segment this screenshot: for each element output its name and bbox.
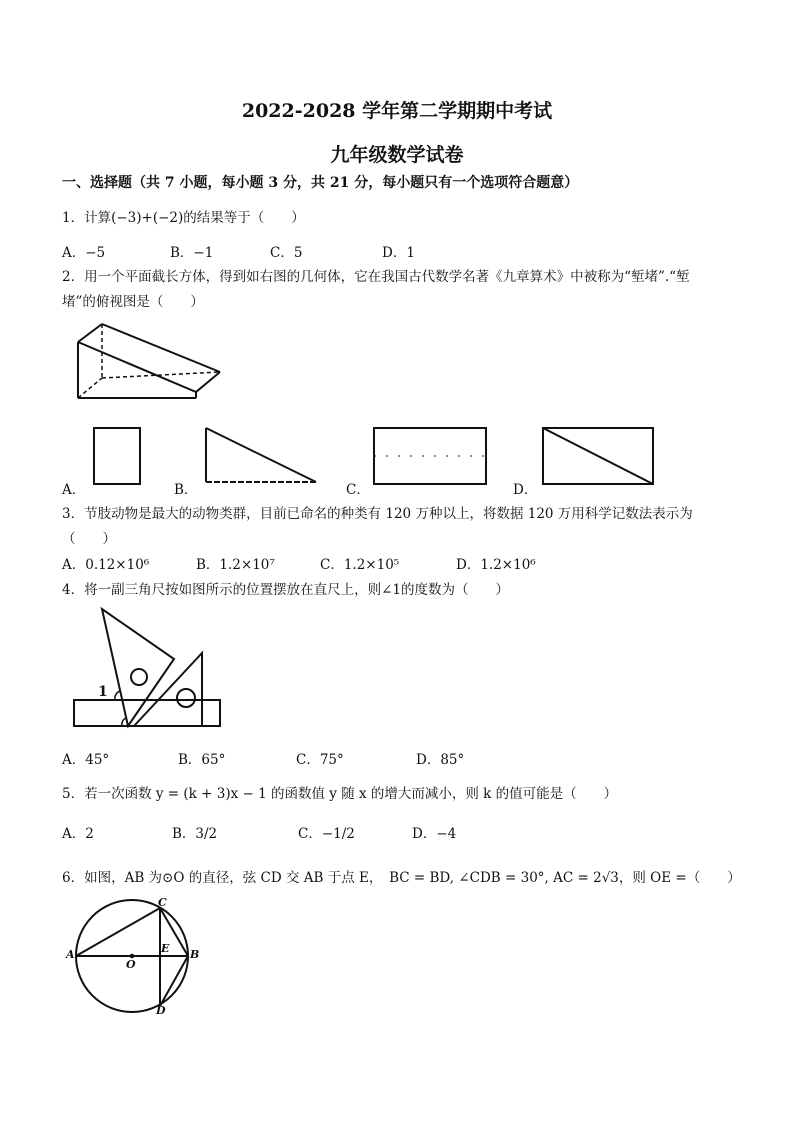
question-4-stem: 4．将一副三角尺按如图所示的位置摆放在直尺上，则∠1的度数为（ ） — [62, 582, 509, 598]
page-subtitle: 九年级数学试卷 — [330, 144, 464, 166]
q4-triangle-rulers-figure — [70, 605, 230, 735]
q1-option-c: C．5 — [270, 245, 303, 261]
q4-option-b: B．65° — [178, 752, 226, 768]
q3-option-a: A．0.12×10⁶ — [62, 557, 150, 573]
q5-option-c: C．−1/2 — [298, 826, 355, 842]
q6-label-d: D — [156, 1004, 166, 1017]
page-title: 2022-2028 学年第二学期期中考试 — [241, 100, 553, 122]
q5-option-d: D．−4 — [412, 826, 457, 842]
section-heading: 一、选择题（共 7 小题，每小题 3 分，共 21 分，每小题只有一个选项符合题意） — [62, 175, 579, 191]
question-3-stem-line2: （ ） — [62, 531, 116, 547]
q2-option-b-figure — [200, 422, 325, 492]
q2-option-a-figure — [90, 424, 150, 494]
q1-option-a: A．−5 — [62, 245, 106, 261]
q6-label-a: A — [66, 948, 75, 961]
question-3-stem-line1: 3．节肢动物是最大的动物类群，目前已命名的种类有 120 万种以上，将数据 120 万用科学记数法表示为 — [62, 506, 693, 522]
question-2-stem-line1: 2．用一个平面截长方体，得到如右图的几何体，它在我国古代数学名著《九章算术》中被称为“堑堵”.“堑 — [62, 269, 690, 285]
question-6-stem: 6．如图，AB 为⊙O 的直径，弦 CD 交 AB 于点 E， BC = BD, ∠CDB = 30°, AC = 2√3，则 OE =（ ） — [62, 870, 741, 886]
question-5-stem: 5．若一次函数 y = (k + 3)x − 1 的函数值 y 随 x 的增大而减小，则 k 的值可能是（ ） — [62, 786, 618, 802]
q2-option-a-label: A． — [62, 482, 86, 498]
q6-label-b: B — [190, 948, 200, 961]
q6-label-e: E — [161, 942, 170, 955]
q1-option-d: D．1 — [382, 245, 415, 261]
q4-option-d: D．85° — [416, 752, 465, 768]
question-2-stem-line2: 堵”的俯视图是（ ） — [62, 294, 204, 310]
q3-option-c: C．1.2×10⁵ — [320, 557, 400, 573]
q2-option-d-figure — [538, 424, 663, 494]
q3-option-d: D．1.2×10⁶ — [456, 557, 536, 573]
q6-label-c: C — [158, 896, 167, 909]
q4-option-a: A．45° — [62, 752, 110, 768]
q2-option-c-figure — [368, 424, 493, 494]
q5-option-b: B．3/2 — [172, 826, 218, 842]
q5-option-a: A．2 — [62, 826, 94, 842]
q4-option-c: C．75° — [296, 752, 344, 768]
q2-option-c-label: C． — [346, 482, 370, 498]
q6-label-o: O — [126, 958, 136, 971]
q1-option-b: B．−1 — [170, 245, 214, 261]
q4-angle-1-label: 1 — [98, 684, 108, 700]
question-1-stem: 1．计算(−3)+(−2)的结果等于（ ） — [62, 210, 305, 226]
q2-solid-figure — [72, 320, 232, 405]
q3-option-b: B．1.2×10⁷ — [196, 557, 275, 573]
q2-option-d-label: D． — [513, 482, 538, 498]
q2-option-b-label: B． — [174, 482, 198, 498]
